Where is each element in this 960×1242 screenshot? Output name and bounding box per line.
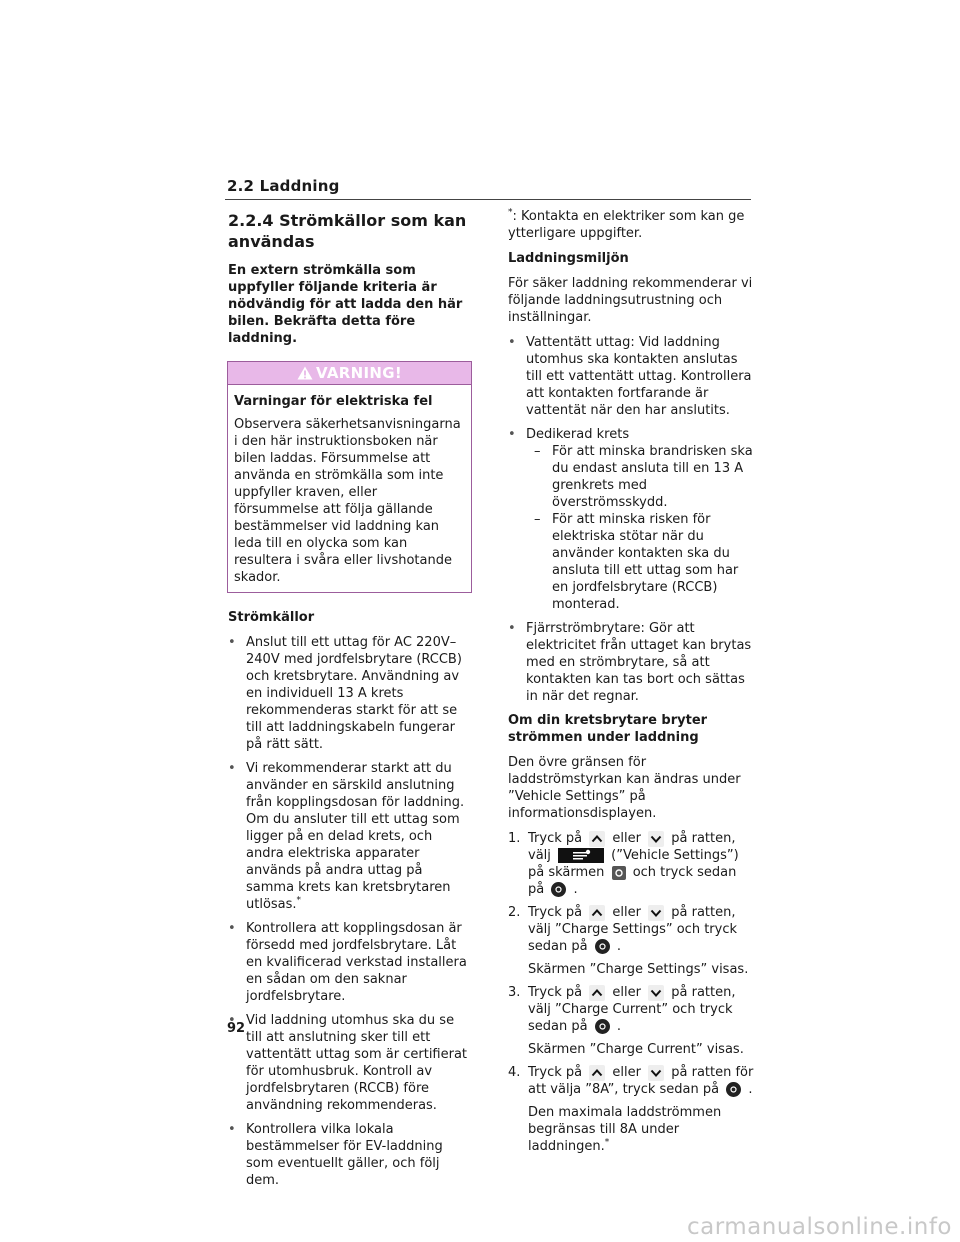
left-column <box>228 208 472 1196</box>
chevron-down-icon <box>648 905 664 921</box>
ok-button-icon <box>551 882 566 897</box>
env-intro: För säker laddning rekommenderar vi följande laddningsutrustning och inställningar. <box>508 276 753 325</box>
step-2: 2. Tryck på eller på ratten, välj ”Charge Settings” och tryck sedan på . Skärmen ”Charge Settings” visas. <box>508 904 754 978</box>
footnote: *: Kontakta en elektriker som kan ge ytterligare uppgifter. <box>508 207 745 241</box>
env-list <box>508 334 754 705</box>
env-heading: Laddningsmiljön <box>508 251 629 266</box>
list-item: • Vattentätt uttag: Vid laddning utomhus ska kontakten anslutas till ett vattentätt uttag. Kontrollera att kontakten fortfarande är vattentät när den har anslutits. <box>508 334 754 419</box>
sources-list <box>228 634 472 1189</box>
section-title: 2.2.4 Strömkällor som kan användas <box>228 211 467 251</box>
chevron-up-icon <box>589 985 605 1001</box>
step-3: 3. Tryck på eller på ratten, välj ”Charge Current” och tryck sedan på . Skärmen ”Charge Current” visas. <box>508 984 754 1058</box>
step-1: 1. Tryck på eller på ratten, välj (”Vehicle Settings”) på skärmen och tryck sedan på . <box>508 831 739 897</box>
list-item: – För att minska brandrisken ska du endast ansluta till en 13 A grenkrets med överströmsskydd. <box>534 443 754 511</box>
footnote-marker: * <box>296 895 302 906</box>
section-header: 2.2 Laddning <box>227 177 340 195</box>
right-column <box>508 208 754 1161</box>
list-item: • Vid laddning utomhus ska du se till att anslutning sker till ett vattentätt uttag som är certifierat för utomhusbruk. Kontroll av jordfelsbrytaren (RCCB) före användning rekommenderas. <box>228 1012 472 1114</box>
step-result: Skärmen ”Charge Settings” visas. <box>528 962 749 977</box>
list-item: • Vi rekommenderar starkt att du använder en särskild anslutning från kopplingsdosan för laddning. Om du ansluter till ett uttag som ligger på en delad krets, och andra elektriska apparater används på andra uttag på samma krets kan kretsbrytaren utlösas.* <box>228 760 472 913</box>
sources-heading: Strömkällor <box>228 610 315 625</box>
watermark: carmanualsonline.info <box>686 1214 952 1240</box>
chevron-up-icon <box>589 831 605 847</box>
chevron-down-icon <box>648 1065 664 1081</box>
footnote-marker: * <box>604 1137 610 1148</box>
dash-list <box>534 443 754 613</box>
step-4: 4. Tryck på eller på ratten för att välja ”8A”, tryck sedan på . Den maximala laddströmmen begränsas till 8A under laddningen.* <box>508 1065 754 1154</box>
ok-button-icon <box>595 1019 610 1034</box>
list-item: – För att minska risken för elektriska stötar när du använder kontakten ska du ansluta till ett uttag som har en jordfelsbrytare (RCCB) monterad. <box>534 511 754 613</box>
list-item: • Dedikerad krets – För att minska brandrisken ska du endast ansluta till en 13 A grenkrets med överströmsskydd. – För att minska risken för elektriska stötar när du använder kontakten ska du ansluta till ett uttag som har en jordfelsbrytare (RCCB) monterad. <box>508 426 754 613</box>
chevron-down-icon <box>648 985 664 1001</box>
breaker-heading: Om din kretsbrytare bryter strömmen under laddning <box>508 713 708 745</box>
ok-button-icon <box>595 939 610 954</box>
intro-text: En extern strömkälla som uppfyller följande kriteria är nödvändig för att ladda den här bilen. Bekräfta detta före laddning. <box>228 263 463 346</box>
chevron-up-icon <box>589 1065 605 1081</box>
list-item: • Fjärrströmbrytare: Gör att elektricitet från uttaget kan brytas med en strömbrytare, så att kontakten kan tas bort och sättas in när det regnar. <box>508 620 754 705</box>
chevron-down-icon <box>648 831 664 847</box>
warning-subtitle: Varningar för elektriska fel <box>234 394 433 409</box>
page-number: 92 <box>227 1021 246 1036</box>
steps-list <box>508 830 754 1155</box>
warning-box <box>227 361 472 593</box>
screen-settings-icon <box>612 866 626 880</box>
list-item: • Anslut till ett uttag för AC 220V–240V med jordfelsbrytare (RCCB) och kretsbrytare. Användning av en individuell 13 A krets rekommenderas starkt för att se till att laddningskabeln fungerar på rätt sätt. <box>228 634 472 753</box>
step-result: Den maximala laddströmmen begränsas till 8A under laddningen.* <box>528 1105 722 1154</box>
chevron-up-icon <box>589 905 605 921</box>
warning-text: Observera säkerhetsanvisningarna i den här instruktionsboken när bilen laddas. Försummelse att använda en strömkälla som inte uppfyller kraven, eller försummelse att följa gällande bestämmelser vid laddning kan leda till en olycka som kan resultera i svåra eller livshotande skador. <box>234 417 461 585</box>
list-item: • Kontrollera att kopplingsdosan är försedd med jordfelsbrytare. Låt en kvalificerad verkstad installera en sådan om den saknar jordfelsbrytare. <box>228 920 472 1005</box>
ok-button-icon <box>726 1082 741 1097</box>
vehicle-settings-icon <box>558 848 604 863</box>
warning-label: VARNING! <box>316 363 402 382</box>
list-item: • Kontrollera vilka lokala bestämmelser för EV-laddning som eventuellt gäller, och följ dem. <box>228 1121 472 1189</box>
header-rule <box>225 199 751 200</box>
warning-header <box>228 362 471 385</box>
step-result: Skärmen ”Charge Current” visas. <box>528 1042 744 1057</box>
breaker-intro: Den övre gränsen för laddströmstyrkan kan ändras under ”Vehicle Settings” på informationsdisplayen. <box>508 755 741 821</box>
warning-triangle-icon <box>297 366 313 380</box>
